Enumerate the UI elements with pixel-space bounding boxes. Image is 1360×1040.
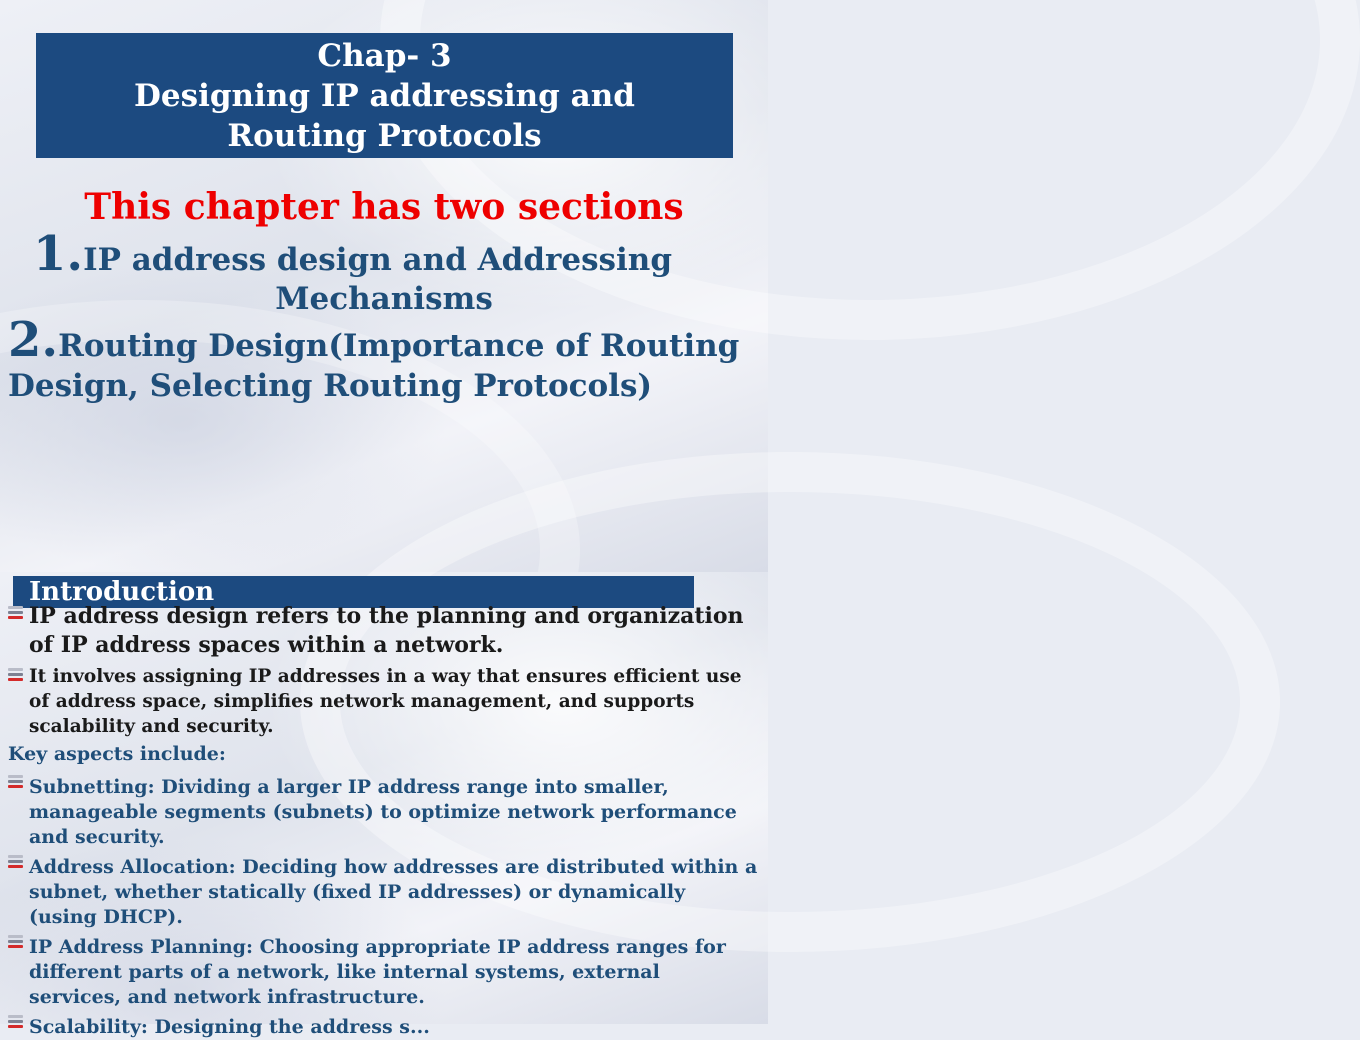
bullet-text: IP address design refers to the planning and organization of IP address spaces within a network. [29,603,744,658]
bullet-text: It involves assigning IP addresses in a way that ensures efficient use of address space, simplifies network management, and supports scalability and security. [29,666,742,737]
slide-title [36,33,733,158]
bullet-text: Scalability: Designing the address s... [29,1016,430,1038]
section-number: 1. [33,226,84,282]
section-text: Routing Design(Importance of Routing Design, Selecting Routing Protocols) [8,328,740,404]
section-number: 2. [8,312,59,368]
bullet-icon [8,775,23,790]
chapter-headline: This chapter has two sections [84,186,684,228]
list-item [8,1015,758,1040]
title-line: Routing Protocols [227,118,542,154]
section-1-continued: Mechanisms [275,281,493,317]
bullet-icon [8,668,23,683]
section-2 [8,312,758,406]
section-text: IP address design and Addressing [83,242,672,278]
bullet-icon [8,855,23,870]
section-1 [33,226,672,282]
key-aspects-label: Key aspects include: [8,743,226,765]
bullet-icon [8,935,23,950]
list-item [8,775,758,850]
bullet-icon [8,606,23,621]
list-item [8,935,758,1010]
bullet-icon [8,1015,23,1030]
intro-heading: Introduction [13,576,694,608]
list-item [8,664,758,739]
title-line: Designing IP addressing and [134,78,635,114]
bullet-text: Address Allocation: Deciding how addresses are distributed within a subnet, whether statically (fixed IP addresses) or dynamically (using DHCP). [29,856,758,928]
slide-2 [0,572,768,1038]
title-line: Chap- 3 [317,38,452,74]
list-item [8,602,758,660]
bullet-text: IP Address Planning: Choosing appropriate IP address ranges for different parts of a network, like internal systems, external services, and network infrastructure. [29,936,726,1008]
bullet-text: Subnetting: Dividing a larger IP address range into smaller, manageable segments (subnets) to optimize network performance and security. [29,776,737,848]
list-item [8,855,758,930]
